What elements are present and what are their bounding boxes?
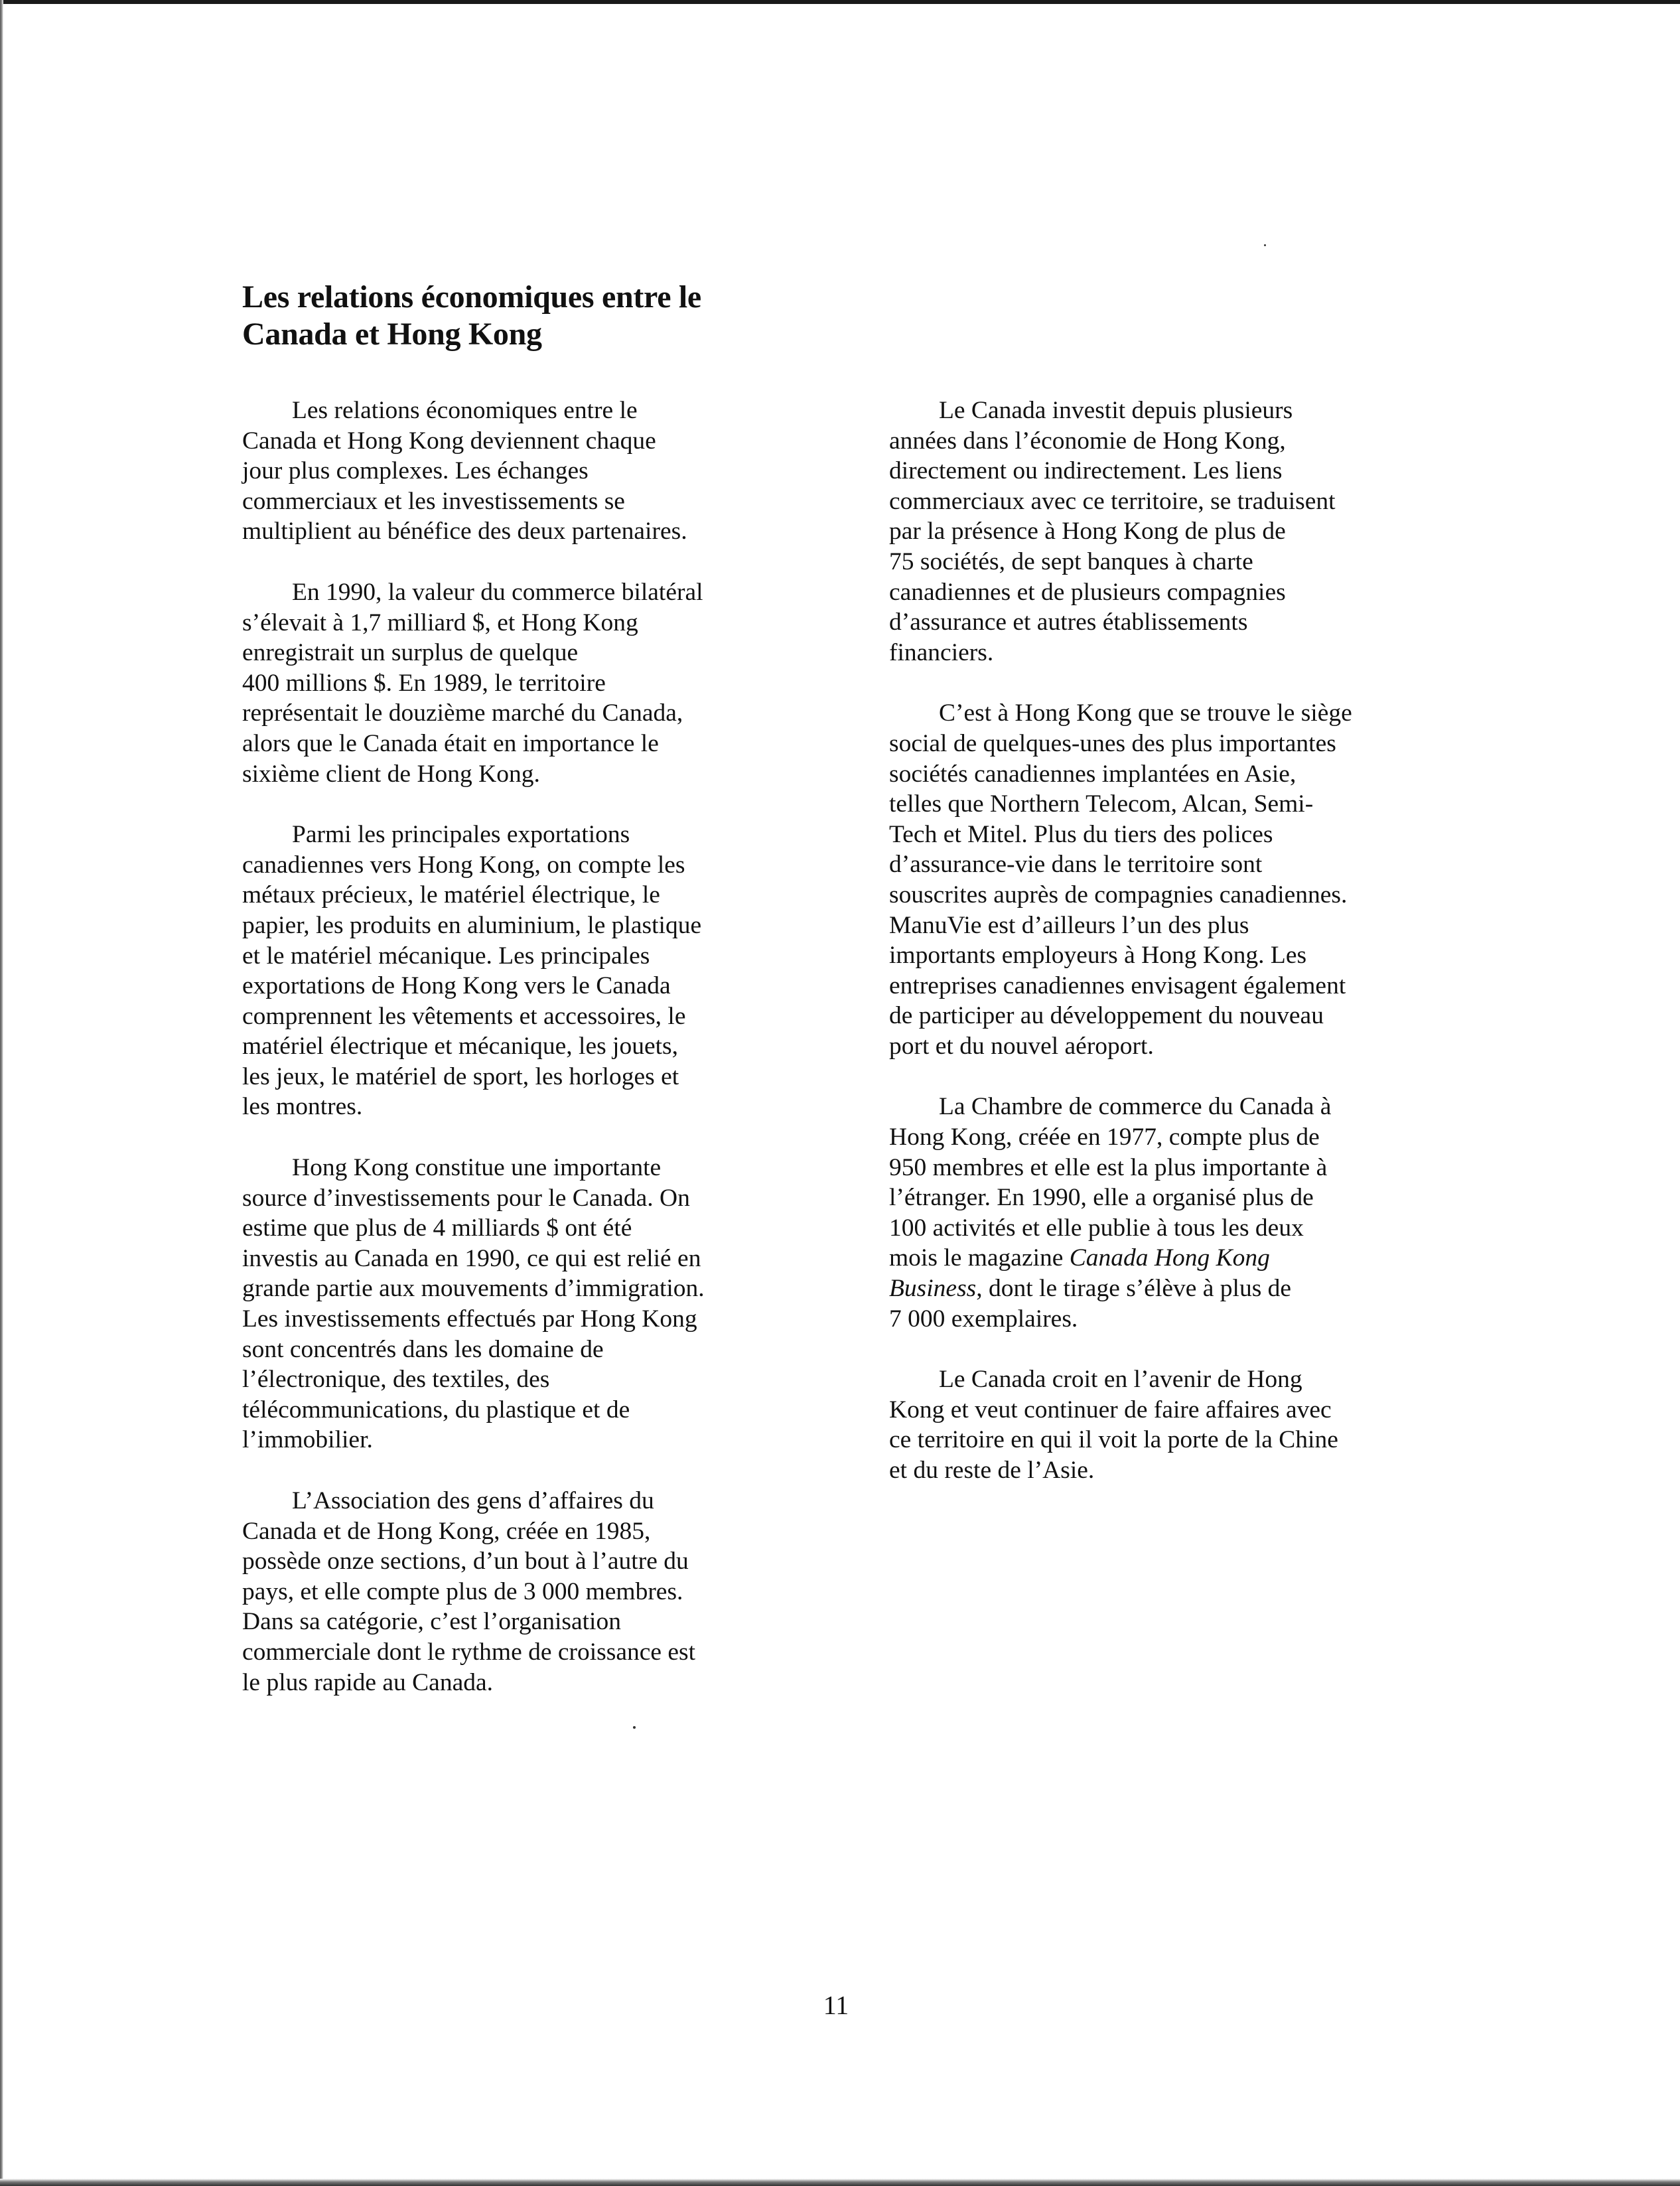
title-line: Les relations économiques entre le xyxy=(242,279,701,315)
text-line: En 1990, la valeur du commerce bilatéral xyxy=(242,578,703,606)
scan-top-edge xyxy=(0,0,1680,4)
text-line: social de quelques-unes des plus importantes xyxy=(889,729,1336,757)
text-line: source d’investissements pour le Canada. On xyxy=(242,1184,690,1212)
text-line: comprennent les vêtements et accessoires, le xyxy=(242,1002,686,1030)
text-line: possède onze sections, d’un bout à l’autre du xyxy=(242,1548,689,1575)
text-line: 950 membres et elle est la plus importante à xyxy=(889,1153,1328,1181)
text-line: Canada et Hong Kong deviennent chaque xyxy=(242,427,656,455)
text-line: télécommunications, du plastique et de xyxy=(242,1396,630,1423)
text-line: 400 millions $. En 1989, le territoire xyxy=(242,669,606,697)
scan-left-edge xyxy=(0,0,3,2186)
text-line: années dans l’économie de Hong Kong, xyxy=(889,427,1286,455)
text-line: s’élevait à 1,7 milliard $, et Hong Kong xyxy=(242,609,638,636)
magazine-title: Business xyxy=(889,1275,977,1303)
text-line: telles que Northern Telecom, Alcan, Semi- xyxy=(889,790,1314,818)
text-line: Canada et de Hong Kong, créée en 1985, xyxy=(242,1517,651,1545)
text-line: 75 sociétés, de sept banques à charte xyxy=(889,547,1253,575)
text-line: et du reste de l’Asie. xyxy=(889,1457,1095,1484)
scan-speck xyxy=(633,1726,636,1729)
text-line: les jeux, le matériel de sport, les horloges et xyxy=(242,1062,679,1090)
paragraph-investments xyxy=(242,1153,813,1455)
paragraph-trade-1990 xyxy=(242,577,813,789)
text-line: ce territoire en qui il voit la porte de la Chine xyxy=(889,1426,1338,1454)
text-line: alors que le Canada était en importance le xyxy=(242,729,659,757)
text-line: enregistrait un surplus de quelque xyxy=(242,639,579,667)
text-line: souscrites auprès de compagnies canadiennes. xyxy=(889,881,1348,909)
paragraph-chamber-of-commerce xyxy=(889,1092,1460,1334)
text-line: Le Canada investit depuis plusieurs xyxy=(889,397,1293,424)
text-line: d’assurance-vie dans le territoire sont xyxy=(889,851,1263,879)
text-line: métaux précieux, le matériel électrique, le xyxy=(242,881,660,909)
text-line: investis au Canada en 1990, ce qui est relié en xyxy=(242,1244,701,1272)
text-line: Parmi les principales exportations xyxy=(242,821,630,849)
text-line: Hong Kong constitue une importante xyxy=(242,1154,662,1182)
text-line: les montres. xyxy=(242,1093,363,1121)
text-line: commerciaux et les investissements se xyxy=(242,487,625,515)
scan-bottom-edge xyxy=(0,2179,1680,2186)
text-line: 100 activités et elle publie à tous les deux xyxy=(889,1214,1304,1242)
text-line: financiers. xyxy=(889,638,994,666)
text-line: Hong Kong, créée en 1977, compte plus de xyxy=(889,1124,1320,1151)
text-line: de participer au développement du nouveau xyxy=(889,1002,1324,1030)
text-line: par la présence à Hong Kong de plus de xyxy=(889,518,1286,546)
text-line: sont concentrés dans les domaine de xyxy=(242,1335,604,1363)
text-line: Les relations économiques entre le xyxy=(242,397,638,424)
page-title xyxy=(242,279,839,353)
text-line: L’Association des gens d’affaires du xyxy=(242,1487,654,1514)
paragraph-future xyxy=(889,1364,1460,1485)
text-line: Les investissements effectués par Hong Kong xyxy=(242,1305,697,1333)
text-line: le plus rapide au Canada. xyxy=(242,1668,493,1696)
text-line: multiplient au bénéfice des deux partenaires. xyxy=(242,518,687,546)
text-line: Le Canada croit en l’avenir de Hong xyxy=(889,1366,1302,1394)
title-line: Canada et Hong Kong xyxy=(242,317,542,352)
paragraph-canadian-investment xyxy=(889,396,1460,668)
left-column xyxy=(242,396,813,1728)
text-line: , dont le tirage s’élève à plus de xyxy=(976,1275,1292,1303)
text-line: exportations de Hong Kong vers le Canada xyxy=(242,972,671,1000)
text-line: canadiennes vers Hong Kong, on compte les xyxy=(242,851,685,879)
text-line: C’est à Hong Kong que se trouve le siège xyxy=(889,699,1352,727)
magazine-title: Canada Hong Kong xyxy=(1069,1244,1270,1272)
text-line: Dans sa catégorie, c’est l’organisation xyxy=(242,1608,621,1636)
paragraph-relations xyxy=(242,396,813,547)
text-line: matériel électrique et mécanique, les jouets, xyxy=(242,1033,679,1060)
scan-speck xyxy=(1264,244,1266,246)
text-line: importants employeurs à Hong Kong. Les xyxy=(889,942,1307,970)
text-line: mois le magazine xyxy=(889,1244,1070,1272)
text-line: La Chambre de commerce du Canada à xyxy=(889,1093,1332,1121)
text-line: l’immobilier. xyxy=(242,1426,373,1454)
paragraph-association xyxy=(242,1486,813,1698)
page-number: 11 xyxy=(823,1990,849,2020)
text-line: l’étranger. En 1990, elle a organisé plus de xyxy=(889,1184,1314,1212)
text-line: commerciale dont le rythme de croissance est xyxy=(242,1638,696,1666)
text-line: entreprises canadiennes envisagent également xyxy=(889,972,1346,999)
text-line: commerciaux avec ce territoire, se traduisent xyxy=(889,487,1336,515)
text-line: représentait le douzième marché du Canada, xyxy=(242,699,683,727)
paragraph-exports xyxy=(242,820,813,1122)
text-line: estime que plus de 4 milliards $ ont été xyxy=(242,1214,632,1242)
text-line: Tech et Mitel. Plus du tiers des polices xyxy=(889,820,1273,848)
text-line: grande partie aux mouvements d’immigration. xyxy=(242,1275,705,1303)
text-line: pays, et elle compte plus de 3 000 membres. xyxy=(242,1577,683,1605)
text-line: sociétés canadiennes implantées en Asie, xyxy=(889,760,1296,788)
text-line: directement ou indirectement. Les liens xyxy=(889,457,1283,485)
paragraph-head-offices xyxy=(889,698,1460,1061)
text-line: jour plus complexes. Les échanges xyxy=(242,457,589,485)
text-line: Kong et veut continuer de faire affaires avec xyxy=(889,1396,1332,1423)
text-line: 7 000 exemplaires. xyxy=(889,1305,1078,1333)
text-line: d’assurance et autres établissements xyxy=(889,609,1248,636)
text-line: et le matériel mécanique. Les principales xyxy=(242,942,650,970)
text-line: l’électronique, des textiles, des xyxy=(242,1366,550,1394)
text-line: sixième client de Hong Kong. xyxy=(242,760,540,788)
text-line: ManuVie est d’ailleurs l’un des plus xyxy=(889,911,1249,939)
text-line: canadiennes et de plusieurs compagnies xyxy=(889,578,1286,606)
right-column xyxy=(889,396,1460,1516)
text-line: port et du nouvel aéroport. xyxy=(889,1032,1154,1060)
text-line: papier, les produits en aluminium, le plastique xyxy=(242,911,702,939)
